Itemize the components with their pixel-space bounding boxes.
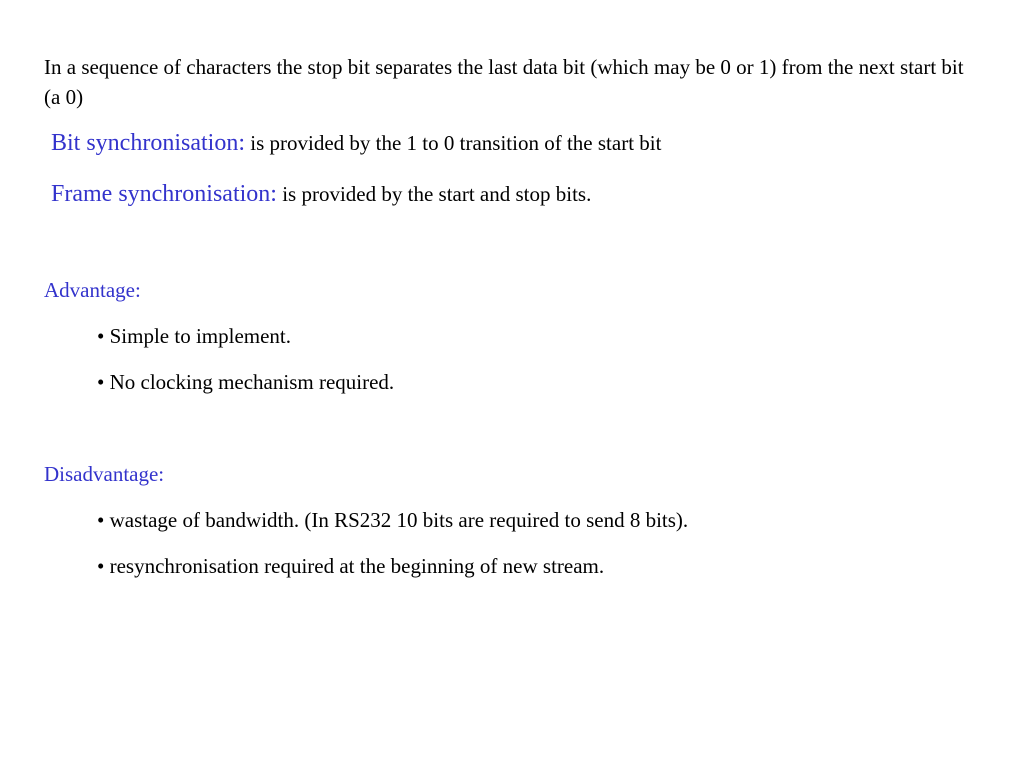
bit-synchronisation-description: is provided by the 1 to 0 transition of the start bit — [245, 131, 662, 155]
intro-paragraph: In a sequence of characters the stop bit separates the last data bit (which may be 0 or 1) from the next start bit (a 0) — [44, 55, 964, 109]
frame-synchronisation-line — [51, 181, 591, 208]
frame-synchronisation-term: Frame synchronisation: — [51, 181, 277, 207]
disadvantage-item: • resynchronisation required at the beginning of new stream. — [97, 554, 605, 578]
disadvantage-heading: Disadvantage: — [44, 462, 165, 486]
bit-synchronisation-line — [51, 130, 661, 157]
disadvantage-item: • wastage of bandwidth. (In RS232 10 bits are required to send 8 bits). — [97, 508, 689, 532]
frame-synchronisation-description: is provided by the start and stop bits. — [276, 182, 592, 206]
advantage-heading: Advantage: — [44, 278, 141, 302]
bit-synchronisation-term: Bit synchronisation: — [51, 130, 245, 156]
advantage-item: • Simple to implement. — [97, 324, 292, 348]
advantage-item: • No clocking mechanism required. — [97, 370, 395, 394]
